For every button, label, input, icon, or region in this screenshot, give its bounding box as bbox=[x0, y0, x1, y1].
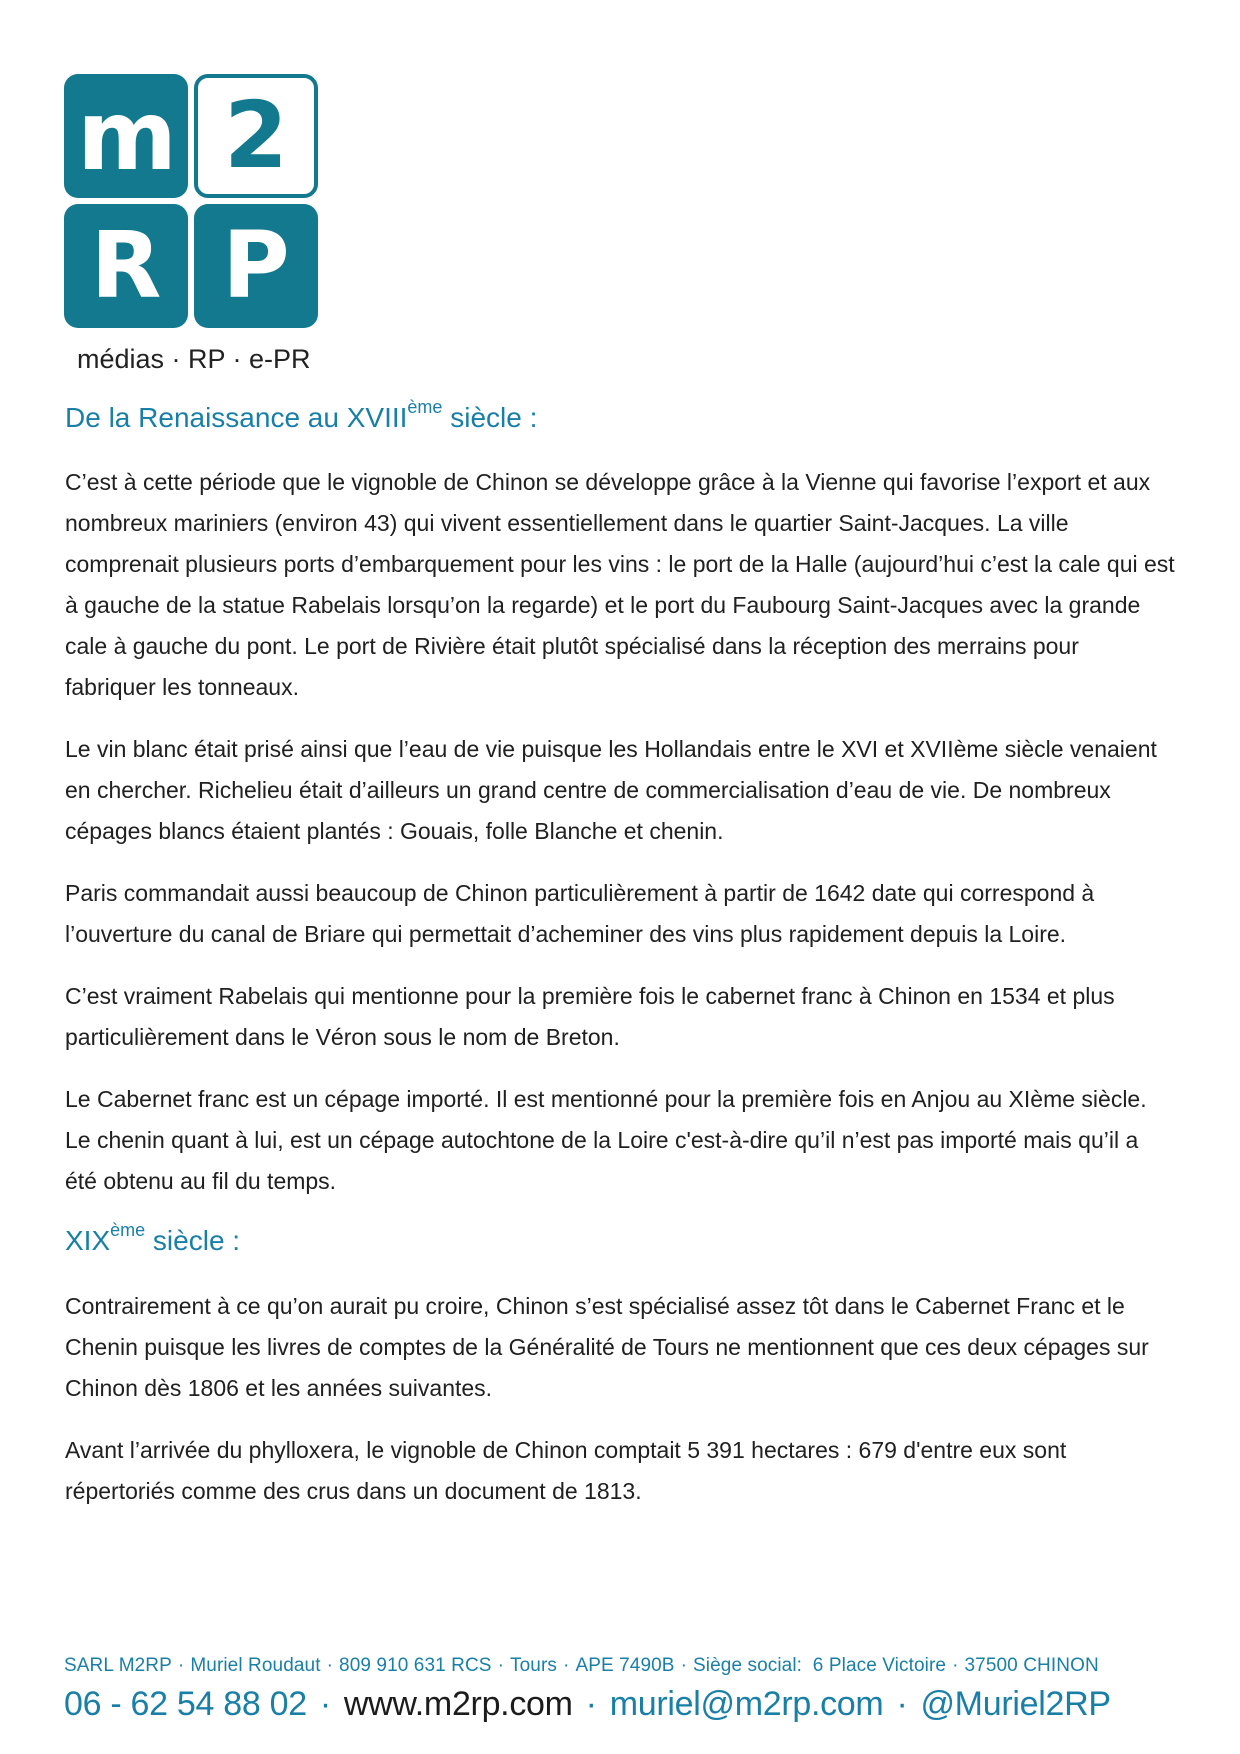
section-heading-renaissance bbox=[65, 397, 1175, 436]
logo-tagline: médias · RP · e-PR bbox=[77, 344, 311, 374]
m2rp-logo bbox=[64, 74, 320, 330]
footer-website-link[interactable]: www.m2rp.com bbox=[343, 1685, 573, 1723]
paragraph-generalite: Contrairement à ce qu’on aurait pu croire, Chinon s’est spécialisé assez tôt dans le Cabernet Franc et le Chenin puisque les livres de comptes de la Généralité de Tours ne mentionnent que ces deux cépages sur Chinon dès 1806 et les années suivantes. bbox=[65, 1292, 1149, 1401]
heading-suffix: siècle : bbox=[442, 402, 538, 433]
footer-separator: · bbox=[952, 1655, 959, 1676]
footer-email-link[interactable]: muriel@m2rp.com bbox=[609, 1685, 884, 1723]
heading-suffix: siècle : bbox=[145, 1225, 241, 1257]
footer-legal-line bbox=[64, 1655, 1176, 1677]
paragraph-ports: C’est à cette période que le vignoble de Chinon se développe grâce à la Vienne qui favorise l’export et aux nombreux mariniers (environ 43) qui vivent essentiellement dans le quartier Saint-Jacques. La ville comprenait plusieurs ports d’embarquement pour les vins : le port de la Halle (aujourd’hui c’est la cale qui est à gauche de la statue Rabelais lorsqu’on la regarde) et le port du Faubourg Saint-Jacques avec la grande cale à gauche du pont. Le port de Rivière était plutôt spécialisé dans la réception des merrains pour fabriquer les tonneaux. bbox=[65, 469, 1175, 701]
footer-company: SARL M2RP bbox=[64, 1655, 172, 1676]
document-body bbox=[65, 397, 1175, 1533]
footer-contact-line bbox=[64, 1685, 1176, 1724]
paragraph-cabernet: Le Cabernet franc est un cépage importé. Il est mentionné pour la première fois en Anjou au XIème siècle. Le chenin quant à lui, est un cépage autochtone de la Loire c'est-à-dire qu’il n’est pas importé mais qu’il a été obtenu au fil du temps. bbox=[65, 1086, 1147, 1195]
footer-address: Siège social: 6 Place Victoire bbox=[693, 1655, 947, 1676]
paragraph-rabelais: C’est vraiment Rabelais qui mentionne pour la première fois le cabernet franc à Chinon en 1534 et plus particulièrement dans le Véron sous le nom de Breton. bbox=[65, 983, 1115, 1051]
heading-superscript: ème bbox=[110, 1220, 146, 1241]
footer-separator: · bbox=[497, 1655, 505, 1676]
footer-separator: · bbox=[680, 1655, 688, 1676]
footer-ape: APE 7490B bbox=[575, 1655, 675, 1676]
logo-tile-2: 2 bbox=[194, 74, 318, 198]
footer-postcode: 37500 CHINON bbox=[964, 1655, 1099, 1676]
footer-separator: · bbox=[563, 1655, 570, 1676]
footer-city: Tours bbox=[510, 1655, 557, 1676]
paragraph-paris: Paris commandait aussi beaucoup de Chinon particulièrement à partir de 1642 date qui correspond à l’ouverture du canal de Briare qui permettait d’acheminer des vins plus rapidement depuis la Loire. bbox=[65, 880, 1095, 948]
heading-superscript: ème bbox=[407, 397, 443, 417]
footer-separator: · bbox=[326, 1655, 334, 1676]
footer-social-handle[interactable]: @Muriel2RP bbox=[920, 1685, 1111, 1723]
footer-person: Muriel Roudaut bbox=[190, 1655, 321, 1676]
footer-separator: · bbox=[585, 1685, 597, 1723]
heading-text: XIX bbox=[65, 1225, 111, 1257]
paragraph-phylloxera: Avant l’arrivée du phylloxera, le vignoble de Chinon comptait 5 391 hectares : 679 d'entre eux sont répertoriés comme des crus dans un document de 1813. bbox=[65, 1436, 1067, 1504]
footer-separator: · bbox=[319, 1685, 331, 1723]
page-footer bbox=[64, 1655, 1176, 1724]
logo-tile-r: R bbox=[64, 204, 188, 328]
footer-separator: · bbox=[896, 1685, 908, 1723]
section-heading-xix bbox=[65, 1220, 1175, 1259]
footer-phone[interactable]: 06 - 62 54 88 02 bbox=[64, 1685, 307, 1723]
paragraph-vin-blanc: Le vin blanc était prisé ainsi que l’eau de vie puisque les Hollandais entre le XVI et XVIIème siècle venaient en chercher. Richelieu était d’ailleurs un grand centre de commercialisation d’eau de vie. De nombreux cépages blancs étaient plantés : Gouais, folle Blanche et chenin. bbox=[65, 736, 1157, 845]
heading-text: De la Renaissance au XVIII bbox=[65, 402, 408, 433]
logo-tile-p: P bbox=[194, 204, 318, 328]
logo-tile-m: m bbox=[64, 74, 188, 198]
footer-rcs: 809 910 631 RCS bbox=[339, 1655, 492, 1676]
footer-separator: · bbox=[177, 1655, 185, 1676]
